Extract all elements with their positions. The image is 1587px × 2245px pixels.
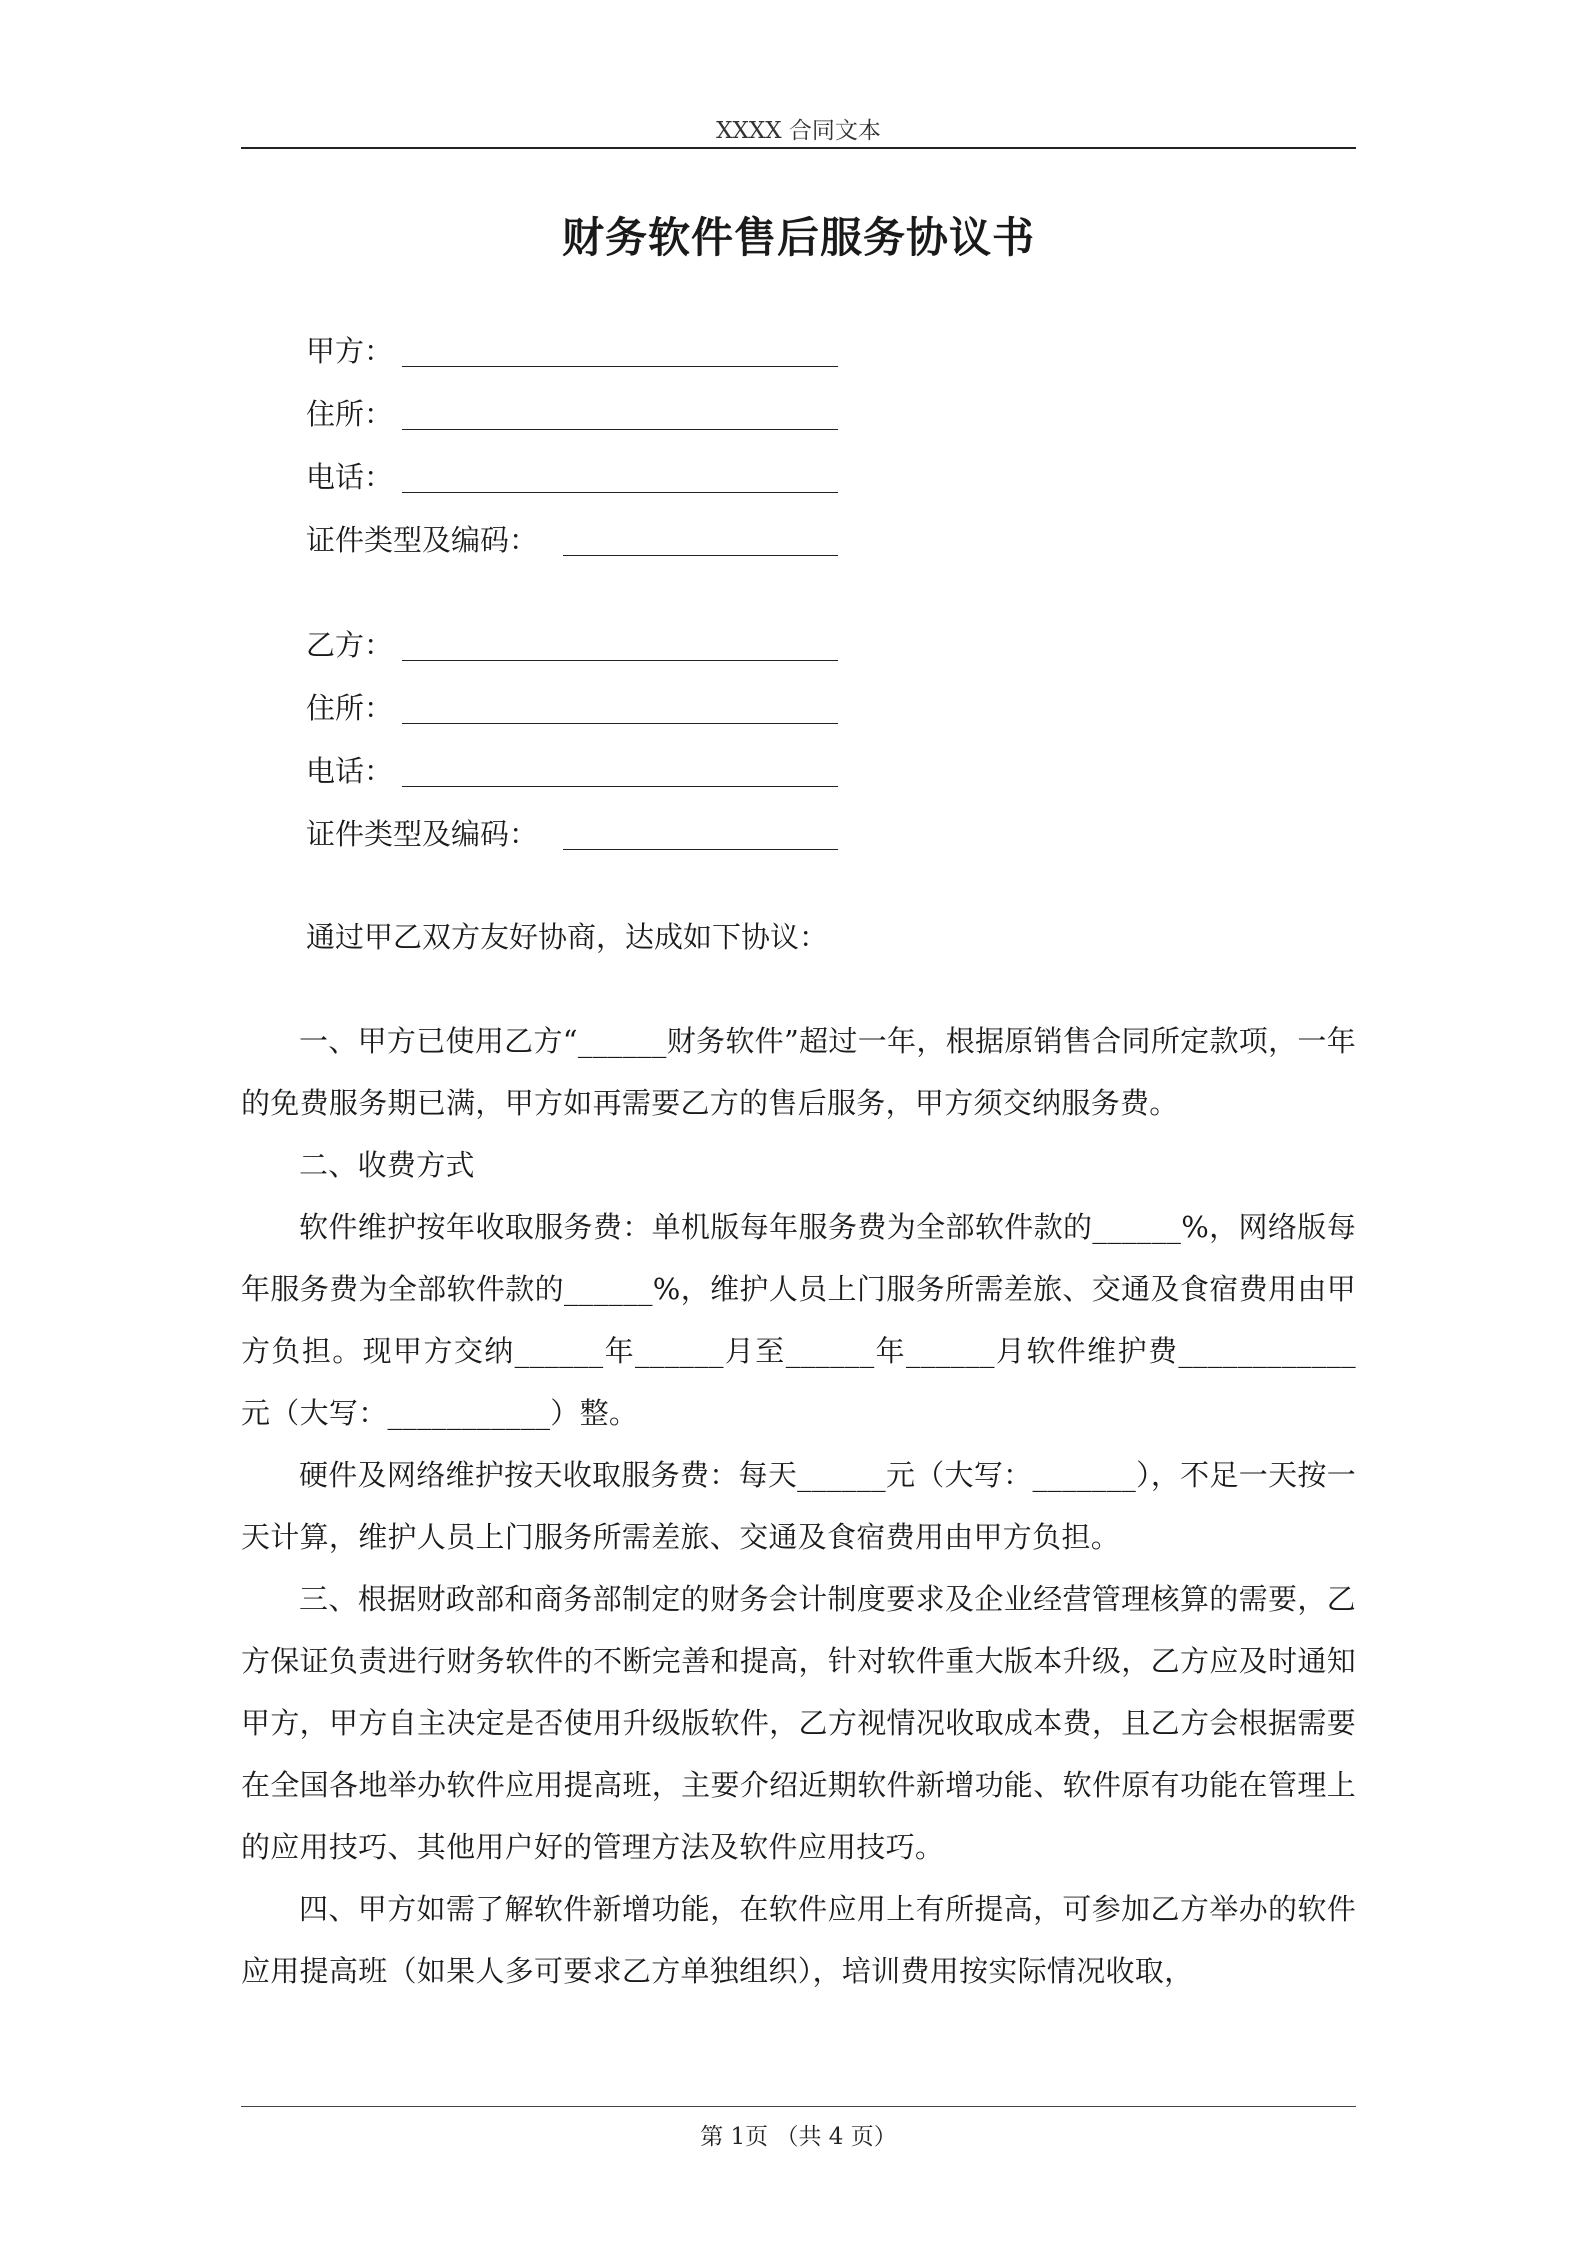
page-number: 第 1页 （共 4 页） [700,2124,897,2150]
party-b-block [306,614,866,866]
field-label: 住所： [306,397,394,431]
party-b-phone-field [306,740,866,803]
blank-line[interactable] [402,786,838,787]
footer-divider [241,2106,1356,2107]
header-divider [241,147,1356,149]
field-label: 电话： [306,460,394,494]
field-label: 住所： [306,691,394,725]
blank-line[interactable] [402,660,838,661]
blank-line[interactable] [402,429,838,430]
page-header: XXXX 合同文本 [716,118,881,144]
field-label: 证件类型及编码： [306,523,539,557]
blank-line[interactable] [402,366,838,367]
party-b-name-field [306,614,866,677]
party-a-address-field [306,383,866,446]
intro-text: 通过甲乙双方友好协商，达成如下协议： [306,920,829,954]
clause-2-heading: 二、收费方式 [299,1148,475,1182]
blank-line[interactable] [402,723,838,724]
field-label: 乙方： [306,628,394,662]
party-a-block [306,320,866,572]
party-a-phone-field [306,446,866,509]
party-a-id-field [306,509,866,572]
blank-line[interactable] [402,492,838,493]
blank-line[interactable] [563,849,838,850]
clause-2-software-fee: 软件维护按年收取服务费：单机版每年服务费为全部软件款的______%，网络版每年服务费为全部软件款的______%，维护人员上门服务所需差旅、交通及食宿费用由甲方负担。现甲方交纳______年______月至______年______月软件维护费____________元（大写：___________）整。 [241,1210,1356,1430]
field-label: 甲方： [306,334,394,368]
party-a-name-field [306,320,866,383]
agreement-body [241,1010,1356,2002]
field-label: 电话： [306,754,394,788]
blank-line[interactable] [563,555,838,556]
field-label: 证件类型及编码： [306,817,539,851]
document-title: 财务软件售后服务协议书 [561,213,1035,262]
clause-1: 一、甲方已使用乙方“______财务软件”超过一年，根据原销售合同所定款项，一年的免费服务期已满，甲方如再需要乙方的售后服务，甲方须交纳服务费。 [241,1024,1356,1120]
party-b-address-field [306,677,866,740]
party-b-id-field [306,803,866,866]
clause-2-hardware-fee: 硬件及网络维护按天收取服务费：每天______元（大写：_______），不足一天按一天计算，维护人员上门服务所需差旅、交通及食宿费用由甲方负担。 [241,1458,1356,1554]
clause-4: 四、甲方如需了解软件新增功能，在软件应用上有所提高，可参加乙方举办的软件应用提高班（如果人多可要求乙方单独组织），培训费用按实际情况收取， [241,1892,1356,1988]
clause-3: 三、根据财政部和商务部制定的财务会计制度要求及企业经营管理核算的需要，乙方保证负责进行财务软件的不断完善和提高，针对软件重大版本升级，乙方应及时通知甲方，甲方自主决定是否使用升级版软件，乙方视情况收取成本费，且乙方会根据需要在全国各地举办软件应用提高班，主要介绍近期软件新增功能、软件原有功能在管理上的应用技巧、其他用户好的管理方法及软件应用技巧。 [241,1582,1356,1864]
